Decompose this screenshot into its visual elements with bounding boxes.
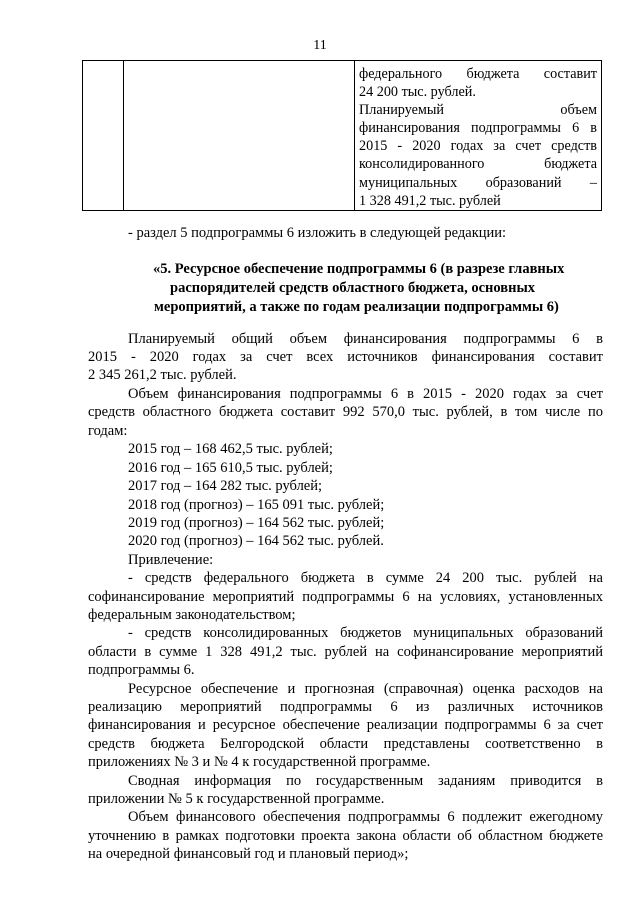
paragraph-line: подпрограммы 6. xyxy=(88,662,195,678)
paragraph-line: области в сумме 1 328 491,2 тыс. рублей на софинансирование мероприятий xyxy=(88,644,603,660)
table-line: 24 200 тыс. рублей. xyxy=(359,84,476,101)
paragraph-line: реализацию мероприятий подпрограммы 6 из различных источников xyxy=(88,699,603,715)
table-line: 2015 - 2020 годах за счет средств xyxy=(359,138,597,155)
heading-line-3: мероприятий, а также по годам реализации подпрограммы 6) xyxy=(154,299,559,315)
paragraph-line: средств бюджета Белгородской области представлены соответственно в xyxy=(88,736,603,752)
paragraph-line: приложениях № 3 и № 4 к государственной программе. xyxy=(88,754,431,770)
table-cell-empty-2 xyxy=(124,61,355,211)
heading-line-2: распорядителей средств областного бюджета, основных xyxy=(170,280,536,296)
table-line: Планируемый объем xyxy=(359,102,597,119)
paragraph-line: Объем финансирования подпрограммы 6 в 2015 - 2020 годах за счет xyxy=(128,386,603,402)
table-line: 1 328 491,2 тыс. рублей xyxy=(359,192,501,209)
paragraph-line: приложении № 5 к государственной программе. xyxy=(88,791,385,807)
year-item: 2020 год (прогноз) – 164 562 тыс. рублей. xyxy=(128,533,384,549)
paragraph-line: федеральным законодательством; xyxy=(88,607,296,623)
page-number: 11 xyxy=(313,38,327,53)
paragraph-line: Объем финансового обеспечения подпрограммы 6 подлежит ежегодному xyxy=(128,809,603,825)
paragraph-line: 2 345 261,2 тыс. рублей. xyxy=(88,367,237,383)
paragraph-line: на очередной финансовый год и плановый период»; xyxy=(88,846,409,862)
year-item: 2016 год – 165 610,5 тыс. рублей; xyxy=(128,460,333,476)
year-item: 2017 год – 164 282 тыс. рублей; xyxy=(128,478,323,494)
paragraph-line: Ресурсное обеспечение и прогнозная (справочная) оценка расходов на xyxy=(128,681,603,697)
paragraph-line: Планируемый общий объем финансирования подпрограммы 6 в xyxy=(128,331,603,347)
paragraph-line: годам: xyxy=(88,423,128,439)
table-cell-text xyxy=(355,61,602,211)
heading-line-1: «5. Ресурсное обеспечение подпрограммы 6 (в разрезе главных xyxy=(153,261,565,277)
attraction-label: Привлечение: xyxy=(128,552,214,568)
paragraph-line: средств областного бюджета составит 992 570,0 тыс. рублей, в том числе по xyxy=(88,404,603,420)
paragraph-line: 2015 - 2020 годах за счет всех источников финансирования составит xyxy=(88,349,603,365)
paragraph-line: - средств консолидированных бюджетов муниципальных образований xyxy=(128,625,603,641)
paragraph-line: - средств федерального бюджета в сумме 24 200 тыс. рублей на xyxy=(128,570,603,586)
year-item: 2018 год (прогноз) – 165 091 тыс. рублей; xyxy=(128,497,385,513)
table-line: финансирования подпрограммы 6 в xyxy=(359,120,597,137)
year-item: 2019 год (прогноз) – 164 562 тыс. рублей; xyxy=(128,515,385,531)
intro-line: - раздел 5 подпрограммы 6 изложить в следующей редакции: xyxy=(128,225,507,241)
table-line: федерального бюджета составит xyxy=(359,66,597,82)
paragraph-line: софинансирование мероприятий подпрограммы 6 на условиях, установленных xyxy=(88,589,603,605)
year-item: 2015 год – 168 462,5 тыс. рублей; xyxy=(128,441,333,457)
paragraph-line: уточнению в рамках подготовки проекта закона области об областном бюджете xyxy=(88,828,603,844)
paragraph-line: финансирования и ресурсное обеспечение реализации подпрограммы 6 за счет xyxy=(88,717,603,733)
paragraph-line: Сводная информация по государственным заданиям приводится в xyxy=(128,773,603,789)
table-line: консолидированного бюджета xyxy=(359,156,597,173)
table-line: муниципальных образований – xyxy=(359,174,597,191)
table-cell-empty-1 xyxy=(83,61,124,211)
table-fragment xyxy=(82,60,602,211)
